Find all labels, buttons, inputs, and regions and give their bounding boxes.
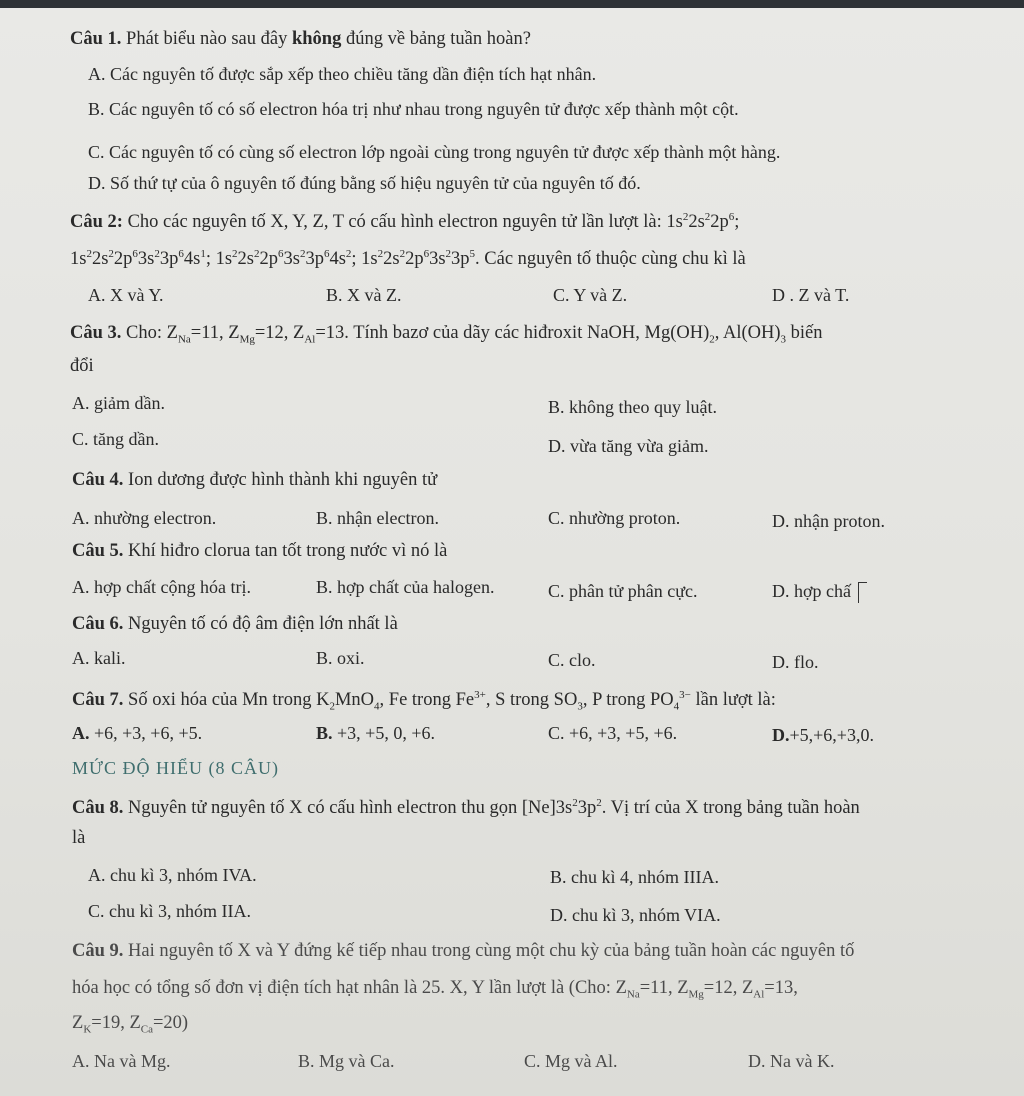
question-8-option-a: A. chu kì 3, nhóm IVA. xyxy=(88,865,257,885)
question-2-stem: Câu 2: Cho các nguyên tố X, Y, Z, T có cấu hình electron nguyên tử lần lượt là: $1s^22s^22p^6$; xyxy=(70,210,740,232)
question-6-option-c: C. clo. xyxy=(548,650,596,670)
question-6-option-d: D. flo. xyxy=(772,652,819,672)
question-6-stem: Câu 6. Nguyên tố có độ âm điện lớn nhất là xyxy=(72,614,398,634)
question-3-stem-cont: đổi xyxy=(70,356,94,376)
question-7-stem: Câu 7. Số oxi hóa của Mn trong $K_2MnO_4$, Fe trong $Fe^{3+}$, S trong $SO_3$, P trong $PO_4^{3-}$ lần lượt là: xyxy=(72,688,776,713)
question-3-option-c: C. tăng dần. xyxy=(72,429,159,449)
question-4-option-a: A. nhường electron. xyxy=(72,508,217,528)
question-2-option-b: B. X và Z. xyxy=(326,285,402,305)
question-3-option-a: A. giảm dần. xyxy=(72,393,165,413)
question-9-stem-cont-2: $Z_K=19$, $Z_{Ca}=20$) xyxy=(72,1013,189,1036)
question-3-option-b: B. không theo quy luật. xyxy=(548,397,717,417)
question-2-option-a: A. X và Y. xyxy=(88,285,164,305)
question-9-option-b: B. Mg và Ca. xyxy=(298,1051,395,1071)
question-6-option-b: B. oxi. xyxy=(316,648,365,668)
question-3-option-d: D. vừa tăng vừa giảm. xyxy=(548,436,709,456)
question-2-option-c: C. Y và Z. xyxy=(553,285,628,305)
text-cursor-icon xyxy=(858,582,867,603)
question-4-option-d: D. nhận proton. xyxy=(772,511,885,531)
question-8-option-b: B. chu kì 4, nhóm IIIA. xyxy=(550,867,719,887)
question-1-stem: Câu 1. Phát biểu nào sau đây không đúng về bảng tuần hoàn? xyxy=(70,29,531,49)
config-t: $1s^22s^22p^63s^23p^5$. xyxy=(361,247,480,269)
question-1-option-c: C. Các nguyên tố có cùng số electron lớp ngoài cùng trong nguyên tử được xếp thành một hàng. xyxy=(88,142,781,162)
question-9-option-d: D. Na và K. xyxy=(748,1051,835,1071)
question-1-option-d: D. Số thứ tự của ô nguyên tố đúng bằng số hiệu nguyên tử của nguyên tố đó. xyxy=(88,173,641,193)
question-7-option-b: B. +3, +5, 0, +6. xyxy=(316,723,435,743)
section-heading: MỨC ĐỘ HIỂU (8 CÂU) xyxy=(72,758,279,778)
question-5-option-c: C. phân tử phân cực. xyxy=(548,581,698,601)
question-4-option-c: C. nhường proton. xyxy=(548,508,681,528)
question-9-stem: Câu 9. Hai nguyên tố X và Y đứng kế tiếp nhau trong cùng một chu kỳ của bảng tuần hoàn các nguyên tố xyxy=(72,941,855,961)
question-5-option-a: A. hợp chất cộng hóa trị. xyxy=(72,577,251,597)
question-2-configs: $1s^22s^22p^63s^23p^64s^1$; $1s^22s^22p^63s^23p^64s^2$; $1s^22s^22p^63s^23p^5$. Các nguyên tố thuộc cùng chu kì là xyxy=(70,247,746,269)
question-7-option-a: A. +6, +3, +6, +5. xyxy=(72,723,203,743)
question-5-option-b: B. hợp chất của halogen. xyxy=(316,577,495,597)
question-2-option-d: D . Z và T. xyxy=(772,285,850,305)
top-edge xyxy=(0,0,1024,8)
question-9-option-a: A. Na và Mg. xyxy=(72,1051,171,1071)
config-x: $1s^22s^22p^6$; xyxy=(666,210,740,232)
question-7-option-c: C. +6, +3, +5, +6. xyxy=(548,723,678,743)
question-4-option-b: B. nhận electron. xyxy=(316,508,439,528)
question-8-stem: Câu 8. Nguyên tử nguyên tố X có cấu hình electron thu gọn $[Ne]3s^23p^2$. Vị trí của X trong bảng tuần hoàn xyxy=(72,796,860,818)
question-8-stem-cont: là xyxy=(72,828,86,848)
config-z: $1s^22s^22p^63s^23p^64s^2$; xyxy=(215,247,357,269)
question-1-option-a: A. Các nguyên tố được sắp xếp theo chiều tăng dần điện tích hạt nhân. xyxy=(88,64,597,84)
question-5-stem: Câu 5. Khí hiđro clorua tan tốt trong nước vì nó là xyxy=(72,541,448,561)
question-9-stem-cont: hóa học có tổng số đơn vị điện tích hạt nhân là 25. X, Y lần lượt là (Cho: $Z_{Na}=11$, $Z_{Mg}=12$, $Z_{Al}=13$, xyxy=(72,978,798,1001)
question-9-option-c: C. Mg và Al. xyxy=(524,1051,618,1071)
question-4-stem: Câu 4. Ion dương được hình thành khi nguyên tử xyxy=(72,470,438,490)
question-8-option-d: D. chu kì 3, nhóm VIA. xyxy=(550,905,721,925)
config-y: $1s^22s^22p^63s^23p^64s^1$; xyxy=(70,247,211,269)
question-8-option-c: C. chu kì 3, nhóm IIA. xyxy=(88,901,251,921)
question-1-option-b: B. Các nguyên tố có số electron hóa trị như nhau trong nguyên tử được xếp thành một cột. xyxy=(88,99,739,119)
question-5-option-d: D. hợp chấ xyxy=(772,580,867,603)
question-6-option-a: A. kali. xyxy=(72,648,126,668)
question-3-stem: Câu 3. Cho: $Z_{Na}=11$, $Z_{Mg}=12$, $Z_{Al}=13$. Tính bazơ của dãy các hiđroxit NaOH, $Mg(OH)_2$, $Al(OH)_3$ biến xyxy=(70,323,823,346)
question-7-option-d: D.+5,+6,+3,0. xyxy=(772,725,874,745)
